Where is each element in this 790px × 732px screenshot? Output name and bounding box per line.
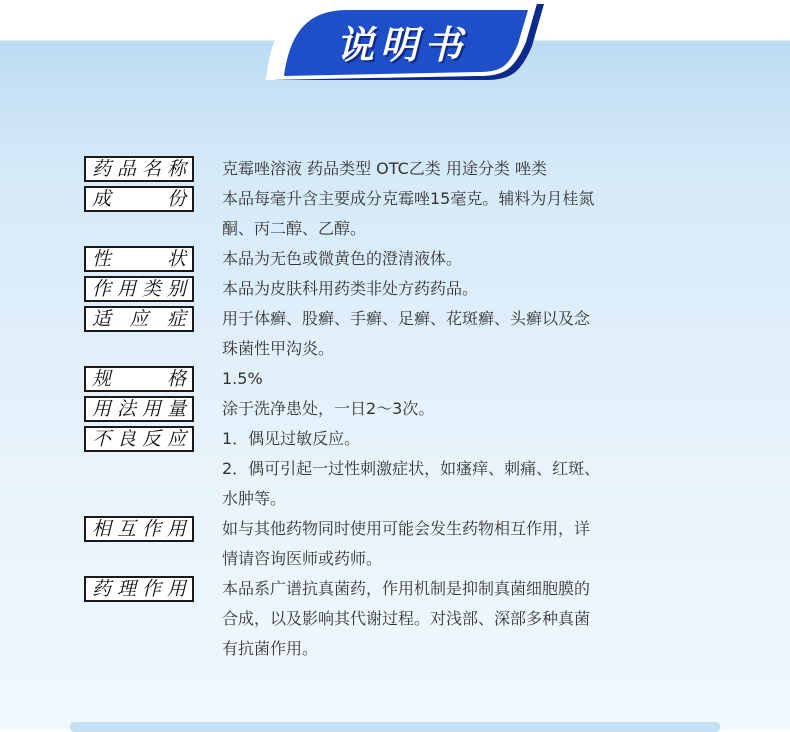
page-title: 说明书 [335,23,468,67]
section-label-char: 类 [141,277,161,300]
section-label-char: 理 [116,577,136,600]
section-label-char: 作 [141,577,161,600]
section-label [84,156,194,182]
section-label [84,426,194,452]
section-label-char: 用 [141,397,161,420]
section-label-char: 作 [92,277,112,300]
section-row [84,184,704,244]
section-label-char: 性 [92,247,112,270]
content-line: 1．偶见过敏反应。 [222,429,361,448]
section-label [84,366,194,392]
section-label-char: 法 [116,397,136,420]
section-content [222,424,672,514]
content-line: 珠菌性甲沟炎。 [222,339,335,358]
section-label-char: 药 [92,577,112,600]
section-label [84,276,194,302]
section-label-char: 名 [141,157,161,180]
section-label-char: 量 [166,397,186,420]
section-label-char: 称 [166,157,186,180]
content-line: 合成，以及影响其代谢过程。对浅部、深部多种真菌 [222,609,591,628]
content-line: 本品为皮肤科用药类非处方药药品。 [222,279,479,298]
content-line: 酮、丙二醇、乙醇。 [222,219,367,238]
section-label-char: 相 [92,517,112,540]
section-row [84,244,704,274]
content-line: 情请咨询医师或药师。 [222,549,383,568]
section-content [222,364,672,394]
section-content [222,244,672,274]
section-label-char: 应 [166,427,186,450]
section-label [84,246,194,272]
content-line: 克霉唑溶液 药品类型 OTC乙类 用途分类 唑类 [222,159,547,178]
section-row [84,514,704,574]
content-line: 有抗菌作用。 [222,639,319,658]
section-label-char: 用 [166,517,186,540]
section-label-char: 成 [92,187,112,210]
section-label-char: 品 [116,157,136,180]
section-label-char: 用 [116,277,136,300]
content-line: 用于体癣、股癣、手癣、足癣、花斑癣、头癣以及念 [222,309,591,328]
section-label [84,576,194,602]
section-row [84,154,704,184]
section-label-char: 份 [166,187,186,210]
section-label-char: 适 [92,307,112,330]
content-line: 涂于洗净患处，一日2～3次。 [222,399,435,418]
section-row [84,364,704,394]
section-content [222,394,672,424]
content-line: 2．偶可引起一过性刺激症状，如瘙痒、刺痛、红斑、 [222,459,601,478]
section-row [84,424,704,514]
section-label [84,396,194,422]
section-label-char: 药 [92,157,112,180]
section-label-char: 反 [141,427,161,450]
content-line: 1.5% [222,369,263,388]
section-content [222,274,672,304]
section-content [222,154,672,184]
section-label-char: 症 [166,307,186,330]
content-line: 水肿等。 [222,489,287,508]
bottom-divider [70,722,720,732]
section-label [84,186,194,212]
section-label-char: 作 [141,517,161,540]
section-label-char: 状 [166,247,186,270]
section-content [222,574,672,664]
section-content [222,304,672,364]
section-label-char: 良 [116,427,136,450]
section-row [84,394,704,424]
section-label-char: 别 [166,277,186,300]
section-label-char: 用 [166,577,186,600]
section-label-char: 互 [116,517,136,540]
content-line: 本品系广谱抗真菌药，作用机制是抑制真菌细胞膜的 [222,579,591,598]
section-label-char: 规 [92,367,112,390]
section-row [84,274,704,304]
section-label-char: 用 [92,397,112,420]
content-line: 本品每毫升含主要成分克霉唑15毫克。辅料为月桂氮 [222,189,595,208]
section-content [222,514,672,574]
section-row [84,574,704,664]
section-label [84,306,194,332]
section-content [222,184,672,244]
section-label-char: 格 [166,367,186,390]
instructions-list [84,154,704,664]
content-line: 本品为无色或微黄色的澄清液体。 [222,249,463,268]
content-line: 如与其他药物同时使用可能会发生药物相互作用，详 [222,519,591,538]
section-label-char: 不 [92,427,112,450]
title-banner [248,0,548,86]
section-label-char: 应 [129,307,149,330]
section-row [84,304,704,364]
section-label [84,516,194,542]
